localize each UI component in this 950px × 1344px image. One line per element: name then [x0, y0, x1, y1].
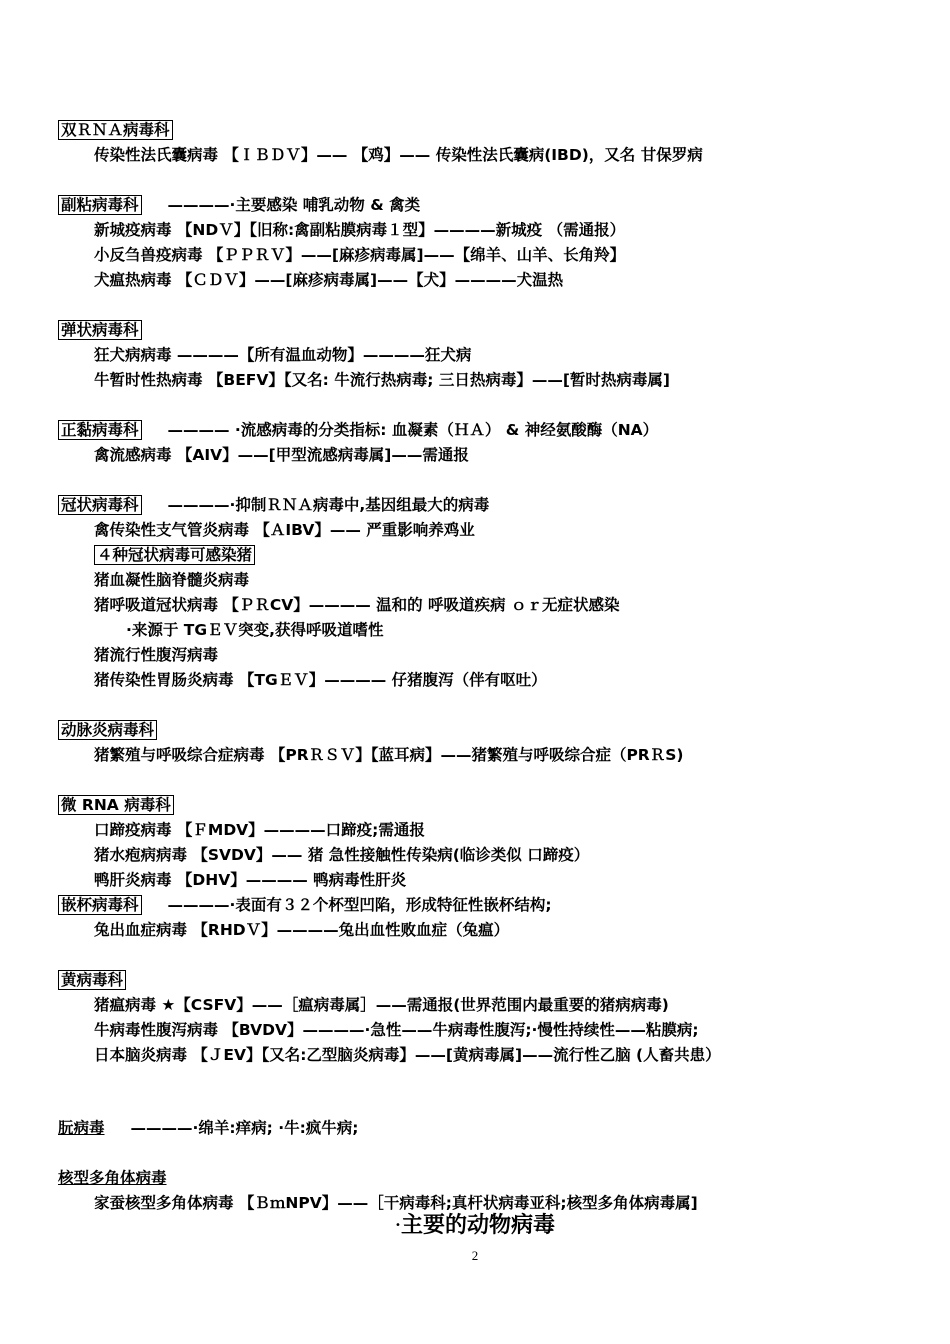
- family-name: 嵌杯病毒科: [58, 895, 142, 915]
- anchor-mark: •: [395, 1220, 401, 1231]
- virus-entry: [94, 920, 509, 940]
- family-name: 副粘病毒科: [58, 195, 142, 215]
- family-heading: [58, 895, 552, 915]
- virus-entry: [94, 670, 547, 690]
- virus-entry: [94, 220, 625, 240]
- virus-entry: [94, 145, 703, 165]
- entry-text: 禽流感病毒 【AIV】——[甲型流感病毒属]——需通报: [94, 446, 469, 464]
- entry-text: 小反刍兽疫病毒 【ＰＰＲＶ】——[麻疹病毒属]——【绵羊、山羊、长角羚】: [94, 246, 626, 264]
- family-heading: [58, 1168, 167, 1188]
- entry-text: 犬瘟热病毒 【ＣＤＶ】——[麻疹病毒属]——【犬】————犬温热: [94, 271, 564, 289]
- entry-text: 猪流行性腹泻病毒: [94, 646, 219, 664]
- virus-entry: [94, 570, 249, 590]
- virus-entry: [94, 870, 406, 890]
- family-name: 朊病毒: [58, 1119, 105, 1137]
- entry-text: 牛病毒性腹泻病毒 【BVDV】————·急性——牛病毒性腹泻;·慢性持续性——粘膜病;: [94, 1021, 699, 1039]
- family-heading: [58, 1118, 358, 1138]
- family-note: ————·抑制ＲＮＡ病毒中,基因组最大的病毒: [167, 496, 490, 514]
- entry-text: 家蚕核型多角体病毒 【ＢｍNPV】——［干病毒科;真杆状病毒亚科;核型多角体病毒属]: [94, 1194, 698, 1212]
- virus-note: [126, 620, 383, 640]
- entry-text: ·来源于 TGＥＶ突变,获得呼吸道嗜性: [126, 621, 384, 639]
- family-heading: [58, 795, 174, 815]
- virus-entry: [94, 820, 425, 840]
- virus-entry: [94, 845, 589, 865]
- family-heading: [58, 495, 489, 515]
- family-name: 冠状病毒科: [58, 495, 142, 515]
- virus-entry: [94, 645, 218, 665]
- family-note: ————·绵羊:痒病; ·牛:疯牛病;: [130, 1119, 359, 1137]
- entry-text: 日本脑炎病毒 【ＪEV】【又名:乙型脑炎病毒】——[黄病毒属]——流行性乙脑 (人畜共患）: [94, 1046, 721, 1064]
- entry-text: 鸭肝炎病毒 【DHV】———— 鸭病毒性肝炎: [94, 871, 407, 889]
- family-note: ————·主要感染 哺乳动物 & 禽类: [167, 196, 421, 214]
- entry-text: 口蹄疫病毒 【ＦMDV】————口蹄疫;需通报: [94, 821, 425, 839]
- family-note: ————·表面有３２个杯型凹陷，形成特征性嵌杯结构;: [167, 896, 552, 914]
- entry-text: 猪繁殖与呼吸综合症病毒 【PRＲＳＶ】【蓝耳病】——猪繁殖与呼吸综合症（PRＲS): [94, 746, 684, 764]
- family-name: 核型多角体病毒: [58, 1169, 167, 1187]
- entry-text: 牛暂时性热病毒 【BEFV】【又名: 牛流行热病毒; 三日热病毒】——[暂时热病毒属]: [94, 371, 670, 389]
- family-heading: [58, 195, 420, 215]
- virus-entry: [94, 270, 563, 290]
- page-number: 2: [471, 1248, 479, 1263]
- entry-text: 新城疫病毒 【NDＶ】【旧称:禽副粘膜病毒１型】————新城疫 （需通报）: [94, 221, 626, 239]
- virus-entry: [94, 520, 475, 540]
- virus-entry: [94, 595, 619, 615]
- family-note: ———— ·流感病毒的分类指标: 血凝素（ＨＡ） & 神经氨酸酶（NA）: [167, 421, 659, 439]
- family-name: 动脉炎病毒科: [58, 720, 157, 740]
- virus-entry: [94, 245, 625, 265]
- entry-text: 兔出血症病毒 【RHDＶ】————兔出血性败血症（兔瘟）: [94, 921, 510, 939]
- virus-entry: [94, 1193, 698, 1213]
- virus-entry: [94, 995, 669, 1015]
- page-title: [0, 1212, 950, 1240]
- family-name: 黄病毒科: [58, 970, 126, 990]
- virus-entry: [94, 370, 670, 390]
- entry-text: 猪瘟病毒 ★【CSFV】——［瘟病毒属］——需通报(世界范围内最重要的猪病病毒): [94, 996, 669, 1014]
- entry-text: 猪传染性胃肠炎病毒 【TGＥＶ】———— 仔猪腹泻（伴有呕吐）: [94, 671, 547, 689]
- family-heading: [58, 320, 142, 340]
- virus-entry: [94, 1020, 699, 1040]
- family-name: 微 RNA 病毒科: [58, 795, 174, 815]
- entry-text: 传染性法氏囊病毒 【ＩＢＤＶ】—— 【鸡】—— 传染性法氏囊病(IBD)，又名 甘保罗病: [94, 146, 703, 164]
- virus-entry: [94, 745, 684, 765]
- family-name: 双ＲＮＡ病毒科: [58, 120, 173, 140]
- entry-text: 猪水疱病病毒 【SVDV】—— 猪 急性接触性传染病(临诊类似 口蹄疫）: [94, 846, 590, 864]
- family-name: 正黏病毒科: [58, 420, 142, 440]
- family-heading: [58, 420, 658, 440]
- family-name: 弹状病毒科: [58, 320, 142, 340]
- page-title-text: 主要的动物病毒: [400, 1213, 555, 1238]
- family-heading: [58, 720, 157, 740]
- entry-text: 狂犬病病毒 ————【所有温血动物】————狂犬病: [94, 346, 472, 364]
- entry-text: 禽传染性支气管炎病毒 【ＡIBV】—— 严重影响养鸡业: [94, 521, 475, 539]
- virus-entry: [94, 1045, 721, 1065]
- virus-entry: [94, 545, 255, 565]
- virus-entry: [94, 345, 471, 365]
- entry-text: 猪血凝性脑脊髓炎病毒: [94, 571, 250, 589]
- virus-entry: [94, 445, 469, 465]
- family-heading: [58, 120, 173, 140]
- family-heading: [58, 970, 126, 990]
- entry-text: 猪呼吸道冠状病毒 【ＰＲCV】———— 温和的 呼吸道疾病 ｏｒ无症状感染: [94, 596, 620, 614]
- entry-text: ４种冠状病毒可感染猪: [94, 545, 255, 565]
